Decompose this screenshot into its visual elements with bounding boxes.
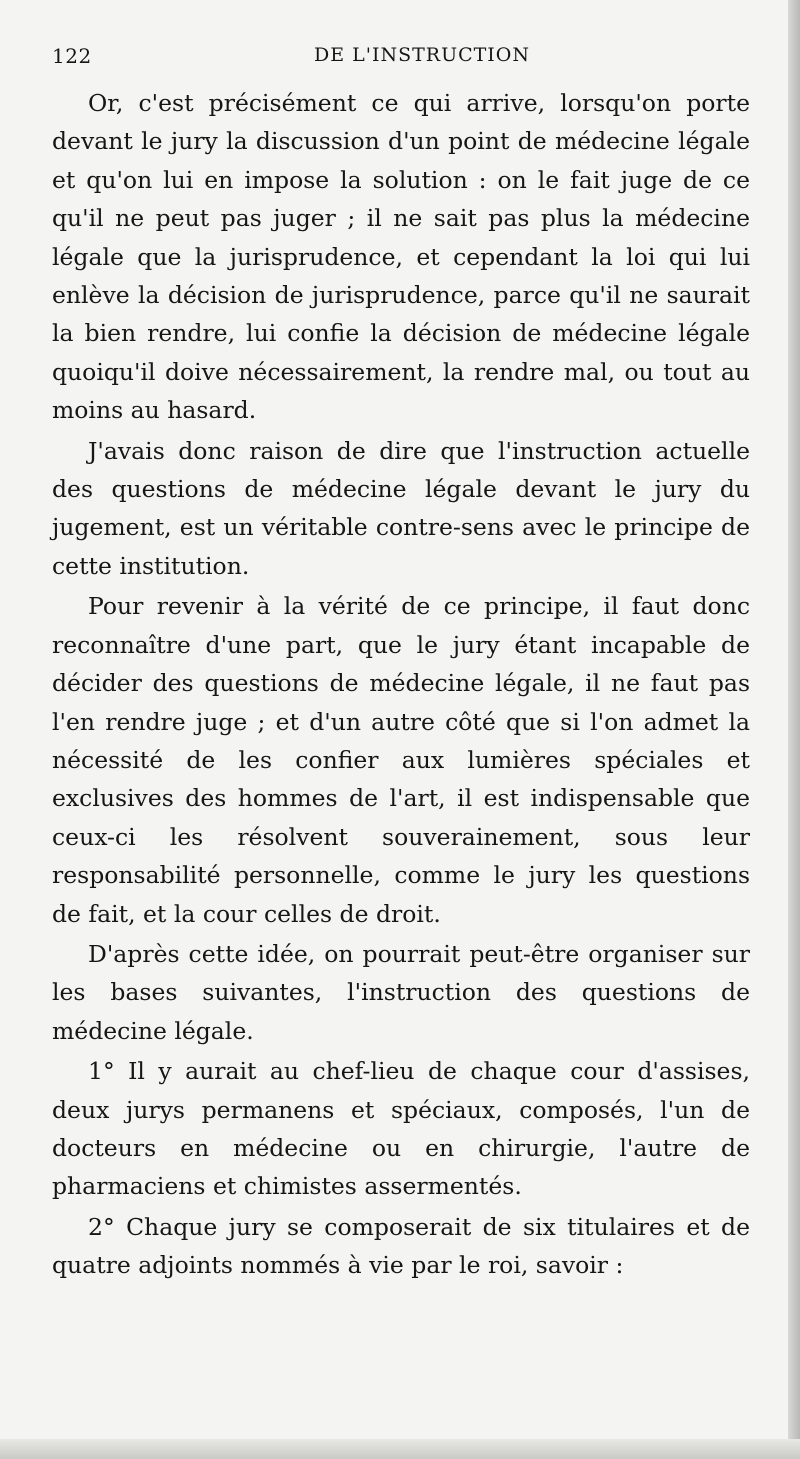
paragraph-4: D'après cette idée, on pourrait peut-être organiser sur les bases suivantes, l'instruction des questions de médecine légale. bbox=[52, 939, 750, 1045]
page-header bbox=[52, 40, 742, 76]
paragraph-2: J'avais donc raison de dire que l'instruction actuelle des questions de médecine légale devant le jury du jugement, est un véritable contre-sens avec le principe de cette institution. bbox=[52, 436, 750, 580]
paragraph-3: Pour revenir à la vérité de ce principe, il faut donc reconnaître d'une part, que le jury étant incapable de décider des questions de médecine légale, il ne faut pas l'en rendre juge ; et d'un autre côté que si l'on admet la nécessité de les confier aux lumières spéciales et exclusives des hommes de l'art, il est indispensable que ceux-ci les résolvent souverainement, sous leur responsabilité personnelle, comme le jury les questions de fait, et la cour celles de droit. bbox=[52, 592, 750, 928]
paragraph-6: 2° Chaque jury se composerait de six titulaires et de quatre adjoints nommés à vie par le roi, savoir : bbox=[52, 1212, 750, 1280]
paragraph-1: Or, c'est précisément ce qui arrive, lorsqu'on porte devant le jury la discussion d'un point de médecine légale et qu'on lui en impose la solution : on le fait juge de ce qu'il ne peut pas juger ; il ne sait pas plus la médecine légale que la jurisprudence, et cependant la loi qui lui enlève la décision de jurisprudence, parce qu'il ne saurait la bien rendre, lui confie la décision de médecine légale quoiqu'il doive nécessairement, la rendre mal, ou tout au moins au hasard. bbox=[52, 89, 750, 425]
running-head: DE L'INSTRUCTION bbox=[313, 44, 531, 66]
page-bottom-shadow bbox=[0, 1439, 800, 1459]
paragraph-5: 1° Il y aurait au chef-lieu de chaque cour d'assises, deux jurys permanens et spéciaux, composés, l'un de docteurs en médecine ou en chirurgie, l'autre de pharmaciens et chimistes assermentés. bbox=[52, 1057, 750, 1201]
page-edge-shadow bbox=[788, 0, 800, 1459]
body-text bbox=[52, 84, 750, 1285]
page-number: 122 bbox=[52, 44, 92, 68]
